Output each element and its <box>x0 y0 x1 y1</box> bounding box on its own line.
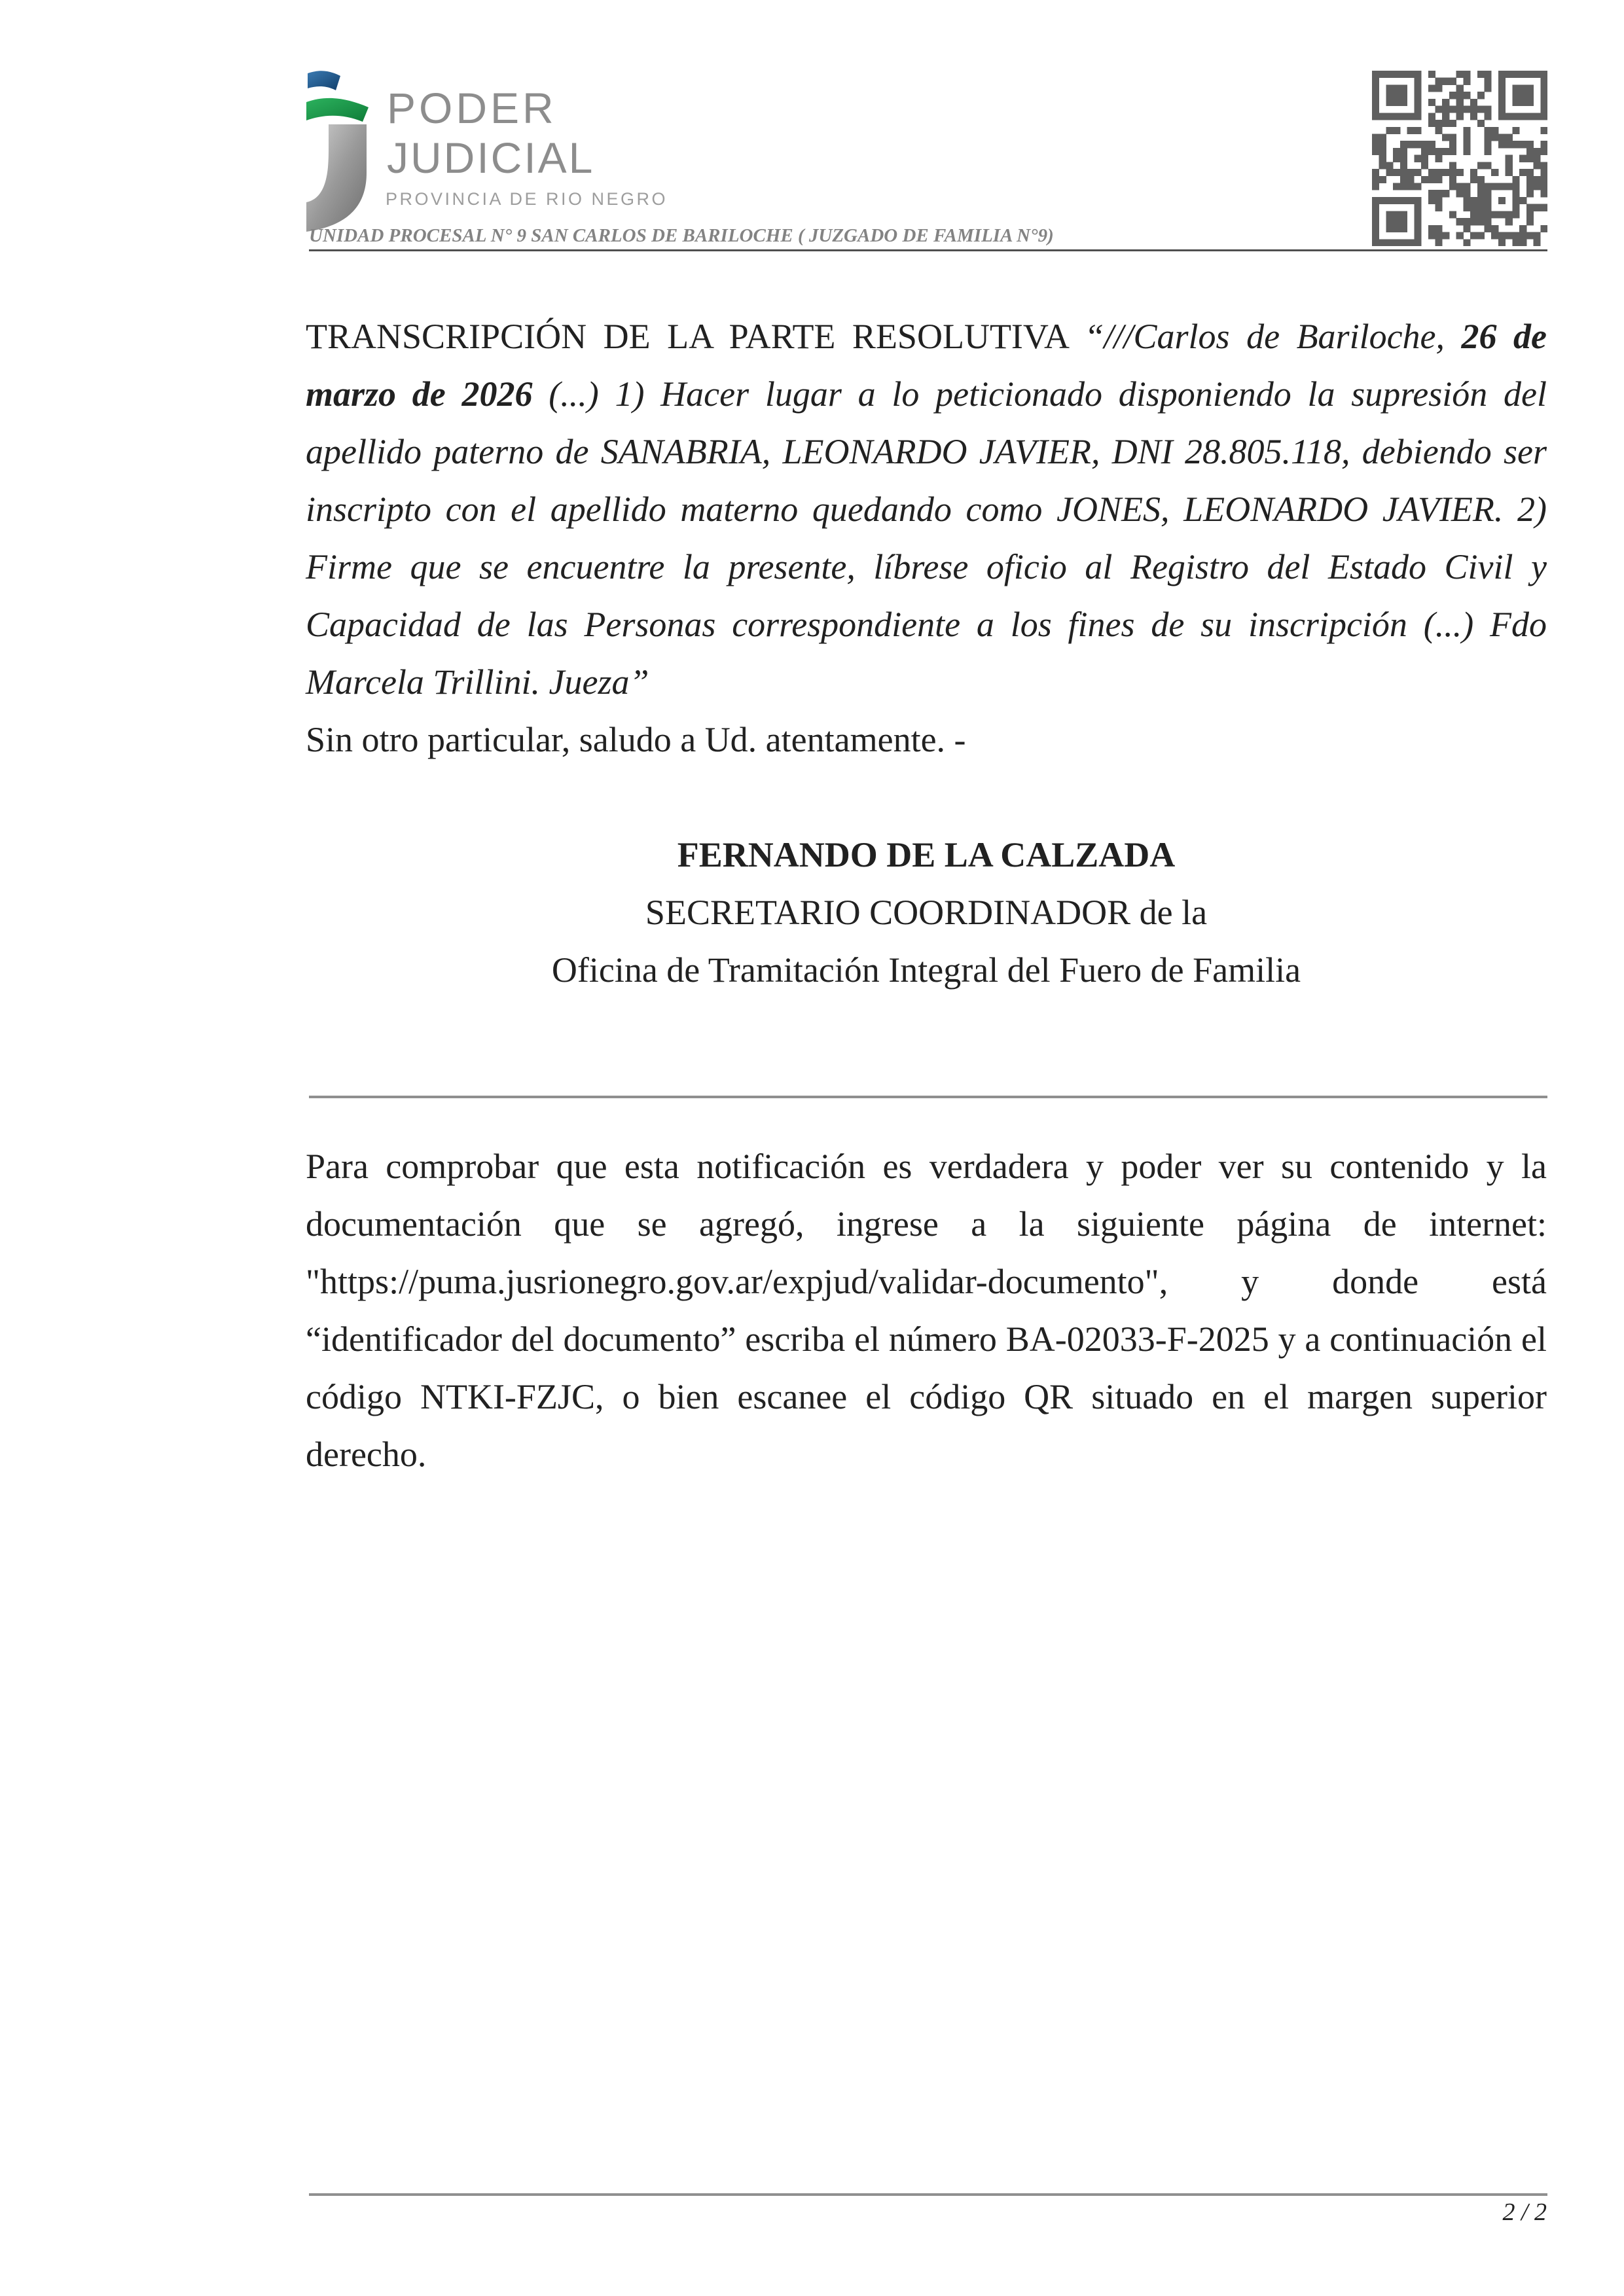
resolution-paragraph <box>306 308 1547 711</box>
signature-block <box>306 826 1547 999</box>
closing-line: Sin otro particular, saludo a Ud. atentamente. - <box>306 720 966 759</box>
verification-paragraph: Para comprobar que esta notificación es verdadera y poder ver su contenido y la documentación que se agregó, ingrese a la siguiente página de internet: "https://puma.jusrionegro.gov.ar/expjud/validar-documento", y donde está “identificador del documento” escriba el número BA-02033-F-2025 y a continuación el código NTKI-FZJC, o bien escanee el código QR situado en el margen superior derecho. <box>306 1147 1547 1474</box>
poder-judicial-logo-icon <box>306 68 372 233</box>
main-text-block <box>306 308 1547 768</box>
footer-rule <box>309 2193 1547 2196</box>
office-unit-line: UNIDAD PROCESAL N° 9 SAN CARLOS DE BARILOCHE ( JUZGADO DE FAMILIA N°9) <box>309 225 1054 246</box>
signer-role-1: SECRETARIO COORDINADOR de la <box>645 893 1208 932</box>
resolution-body: (...) 1) Hacer lugar a lo peticionado disponiendo la supresión del apellido paterno de SANABRIA, LEONARDO JAVIER, DNI 28.805.118, debiendo ser inscripto con el apellido materno quedando como JONES, LEONARDO JAVIER. 2) Firme que se encuentre la presente, líbrese oficio al Registro del Estado Civil y Capacidad de las Personas correspondiente a los fines de su inscripción (...) Fdo Marcela Trillini. Jueza” <box>306 374 1547 702</box>
resolution-lead: TRANSCRIPCIÓN DE LA PARTE RESOLUTIVA <box>306 317 1085 356</box>
resolution-date: 26 de marzo de 2026 <box>306 317 1547 414</box>
page-number: 2 / 2 <box>1502 2198 1547 2226</box>
logo-word-poder: PODER <box>387 84 557 132</box>
signer-role-2: Oficina de Tramitación Integral del Fuero de Familia <box>551 950 1301 990</box>
logo-word-judicial: JUDICIAL <box>387 134 595 182</box>
resolution-quote-open: “///Carlos de Bariloche, <box>1084 317 1462 356</box>
signer-name: FERNANDO DE LA CALZADA <box>677 835 1176 874</box>
logo-subtitle: PROVINCIA DE RIO NEGRO <box>386 189 668 209</box>
section-divider <box>309 1096 1547 1098</box>
qr-code-icon <box>1372 71 1547 246</box>
header-rule <box>309 249 1547 251</box>
